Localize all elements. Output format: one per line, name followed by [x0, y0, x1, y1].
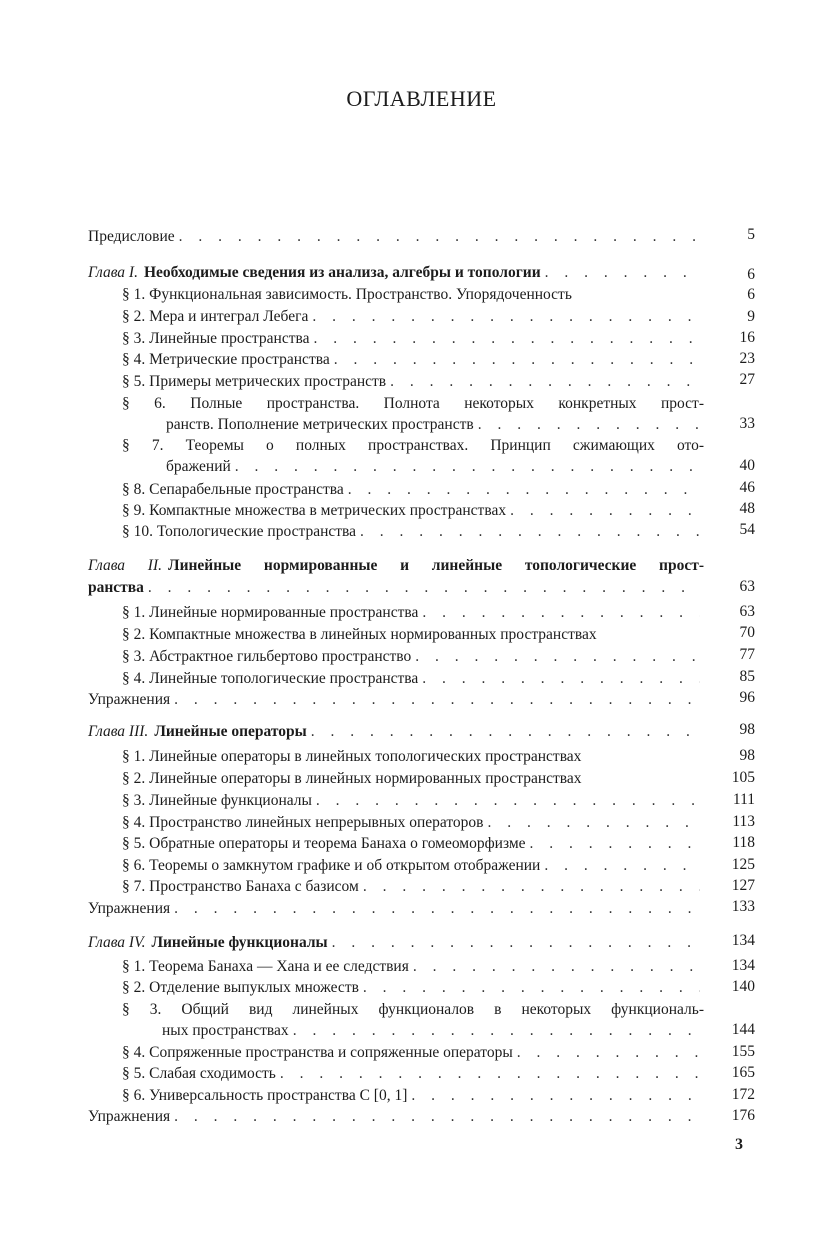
page-number: 96	[739, 689, 755, 706]
section-title: Общий вид линейных функционалов в некоторых функциональ-	[181, 1001, 704, 1018]
toc-section	[122, 833, 704, 855]
leader-dots	[478, 414, 700, 436]
toc-section	[122, 624, 704, 646]
toc-section	[122, 393, 704, 415]
section-title: Функциональная зависимость. Пространство. Упорядоченность	[149, 286, 572, 303]
toc-section	[122, 1085, 704, 1107]
section-title: Примеры метрических пространств	[149, 373, 387, 390]
toc-section	[122, 668, 704, 690]
page-number: 40	[739, 457, 755, 474]
page-number: 85	[739, 668, 755, 685]
toc-entry-preface	[88, 226, 704, 248]
toc-section	[122, 602, 704, 624]
section-number: § 2.	[122, 308, 146, 325]
toc-section	[122, 500, 704, 522]
page-number: 127	[731, 877, 755, 894]
leader-dots	[510, 500, 700, 522]
chapter-title: Необходимые сведения из анализа, алгебры и топологии	[143, 264, 541, 281]
section-title: Обратные операторы и теорема Банаха о гомеоморфизме	[149, 835, 526, 852]
leader-dots	[544, 855, 700, 877]
section-title: Пространство линейных непрерывных операторов	[149, 814, 484, 831]
toc-chapter-heading	[88, 262, 704, 284]
leader-dots	[390, 371, 700, 393]
toc-section	[122, 1063, 704, 1085]
toc-section	[122, 328, 704, 350]
section-number: § 6.	[122, 395, 166, 412]
page-number: 165	[731, 1064, 755, 1081]
section-number: § 7.	[122, 878, 146, 895]
section-title: Теорема Банаха — Хана и ее следствия	[149, 958, 409, 975]
page-number: 63	[739, 603, 755, 620]
leader-dots	[316, 790, 700, 812]
section-title-cont: ранств. Пополнение метрических пространств	[166, 416, 474, 433]
toc-section	[122, 977, 704, 999]
page-number: 16	[739, 329, 755, 346]
toc-section	[122, 521, 704, 543]
leader-dots	[179, 226, 700, 248]
section-title: Универсальность пространства C [0, 1]	[149, 1087, 408, 1104]
page-number: 46	[739, 479, 755, 496]
page-number: 5	[747, 226, 755, 243]
toc-section-continuation	[166, 414, 704, 436]
section-number: § 3.	[122, 648, 146, 665]
section-number: § 5.	[122, 1065, 146, 1082]
leader-dots	[334, 349, 700, 371]
chapter-label: Глава III.	[88, 723, 149, 740]
page-title: ОГЛАВЛЕНИЕ	[346, 86, 497, 111]
toc-exercises	[88, 1106, 704, 1128]
toc-section	[122, 646, 704, 668]
toc-chapter-heading	[88, 555, 704, 577]
toc-exercises	[88, 898, 704, 920]
section-title: Линейные операторы в линейных нормированных пространствах	[149, 770, 582, 787]
page-number: 70	[739, 624, 755, 641]
section-number: § 4.	[122, 351, 146, 368]
toc-chapter-heading	[88, 721, 704, 743]
section-number: § 6.	[122, 1087, 146, 1104]
page-number: 155	[731, 1043, 755, 1060]
page-number: 125	[731, 856, 755, 873]
section-title: Линейные нормированные пространства	[149, 604, 419, 621]
toc-section	[122, 855, 704, 877]
chapter-title: Линейные операторы	[154, 723, 307, 740]
leader-dots	[280, 1063, 700, 1085]
page-number: 134	[731, 957, 755, 974]
toc-section	[122, 876, 704, 898]
leader-dots	[348, 479, 700, 501]
leader-dots	[488, 812, 700, 834]
section-number: § 5.	[122, 373, 146, 390]
section-number: § 2.	[122, 626, 146, 643]
section-title: Теоремы о замкнутом графике и об открытом отображении	[149, 857, 541, 874]
toc-section	[122, 999, 704, 1021]
leader-dots	[413, 956, 700, 978]
toc-section-continuation	[162, 1020, 704, 1042]
toc-section	[122, 956, 704, 978]
leader-dots	[422, 668, 700, 690]
section-title: Линейные топологические пространства	[149, 670, 419, 687]
leader-dots	[148, 577, 700, 599]
toc-section	[122, 371, 704, 393]
section-title: Теоремы о полных пространствах. Принцип сжимающих ото-	[185, 437, 705, 454]
toc-section	[122, 790, 704, 812]
section-number: § 4.	[122, 670, 146, 687]
leader-dots	[545, 262, 700, 284]
section-number: § 6.	[122, 857, 146, 874]
page-number: 77	[739, 646, 755, 663]
section-number: § 3.	[122, 1001, 162, 1018]
toc-exercises	[88, 689, 704, 711]
exercises-title: Упражнения	[88, 900, 171, 917]
section-number: § 2.	[122, 770, 146, 787]
page-number: 48	[739, 500, 755, 517]
leader-dots	[311, 721, 700, 743]
section-number: § 10.	[122, 523, 153, 540]
section-title: Сепарабельные пространства	[149, 481, 344, 498]
page-number: 63	[739, 578, 755, 595]
page-number: 6	[747, 286, 755, 303]
section-title: Пространство Банаха с базисом	[149, 878, 359, 895]
leader-dots	[411, 1085, 700, 1107]
section-number: § 7.	[122, 437, 164, 454]
section-title-cont: ных пространствах	[162, 1022, 289, 1039]
page-number: 105	[731, 769, 755, 786]
leader-dots	[530, 833, 700, 855]
section-number: § 4.	[122, 814, 146, 831]
exercises-title: Упражнения	[88, 691, 171, 708]
section-title: Слабая сходимость	[149, 1065, 276, 1082]
page-folio: 3	[735, 1136, 743, 1153]
section-number: § 1.	[122, 286, 146, 303]
page-number: 111	[732, 791, 755, 808]
toc-section	[122, 812, 704, 834]
page-number: 118	[732, 834, 755, 851]
section-title: Компактные множества в метрических пространствах	[149, 502, 507, 519]
section-number: § 3.	[122, 330, 146, 347]
page-number: 6	[747, 266, 755, 283]
page-number: 133	[731, 898, 755, 915]
chapter-label: Глава IV.	[88, 934, 146, 951]
page-number: 27	[739, 371, 755, 388]
entry-title: Предисловие	[88, 228, 175, 245]
toc-section	[122, 284, 700, 306]
toc-chapter-heading	[88, 932, 704, 954]
toc-section	[122, 746, 704, 768]
page-number: 54	[739, 521, 755, 538]
leader-dots	[517, 1042, 700, 1064]
toc-section	[122, 768, 704, 790]
section-title: Линейные функционалы	[149, 792, 312, 809]
toc-section	[122, 435, 704, 457]
leader-dots	[312, 306, 700, 328]
section-title: Компактные множества в линейных нормированных пространствах	[149, 626, 597, 643]
chapter-label: Глава II.	[88, 557, 163, 574]
section-number: § 1.	[122, 748, 146, 765]
section-title: Абстрактное гильбертово пространство	[149, 648, 412, 665]
section-title: Полные пространства. Полнота некоторых конкретных прост-	[190, 395, 704, 412]
section-title: Отделение выпуклых множеств	[149, 979, 359, 996]
leader-dots	[313, 328, 700, 350]
leader-dots	[363, 876, 700, 898]
page-number: 33	[739, 415, 755, 432]
section-number: § 9.	[122, 502, 146, 519]
section-number: § 5.	[122, 835, 146, 852]
section-title: Линейные пространства	[149, 330, 310, 347]
chapter-title: Линейные функционалы	[151, 934, 328, 951]
toc-section-continuation	[166, 456, 704, 478]
leader-dots	[363, 977, 700, 999]
toc-section	[122, 349, 704, 371]
section-number: § 1.	[122, 958, 146, 975]
page-number: 98	[739, 747, 755, 764]
page-number: 113	[732, 813, 755, 830]
toc-section	[122, 306, 704, 328]
page-number: 140	[731, 978, 755, 995]
section-title: Линейные операторы в линейных топологических пространствах	[149, 748, 582, 765]
page-number: 172	[731, 1086, 755, 1103]
leader-dots	[332, 932, 700, 954]
toc-chapter-heading-cont	[88, 577, 704, 599]
leader-dots	[174, 689, 700, 711]
section-number: § 3.	[122, 792, 146, 809]
leader-dots	[415, 646, 700, 668]
leader-dots	[422, 602, 700, 624]
section-number: § 2.	[122, 979, 146, 996]
leader-dots	[293, 1020, 700, 1042]
chapter-title: Линейные нормированные и линейные топологические прост-	[168, 557, 704, 574]
page-number: 144	[731, 1021, 755, 1038]
page-number: 98	[739, 721, 755, 738]
page-number: 23	[739, 350, 755, 367]
section-title: Топологические пространства	[156, 523, 357, 540]
exercises-title: Упражнения	[88, 1108, 171, 1125]
section-number: § 4.	[122, 1044, 146, 1061]
chapter-label: Глава I.	[88, 264, 138, 281]
section-title-cont: бражений	[166, 458, 231, 475]
chapter-title-cont: ранства	[88, 579, 144, 596]
leader-dots	[235, 456, 700, 478]
page-number: 176	[731, 1107, 755, 1124]
leader-dots	[174, 898, 700, 920]
toc-section	[122, 1042, 704, 1064]
leader-dots	[174, 1106, 700, 1128]
section-title: Сопряженные пространства и сопряженные операторы	[149, 1044, 513, 1061]
leader-dots	[360, 521, 700, 543]
toc-section	[122, 479, 704, 501]
section-title: Мера и интеграл Лебега	[149, 308, 309, 325]
section-title: Метрические пространства	[149, 351, 330, 368]
section-number: § 8.	[122, 481, 146, 498]
page-number: 134	[731, 932, 755, 949]
page-number: 9	[747, 308, 755, 325]
section-number: § 1.	[122, 604, 146, 621]
